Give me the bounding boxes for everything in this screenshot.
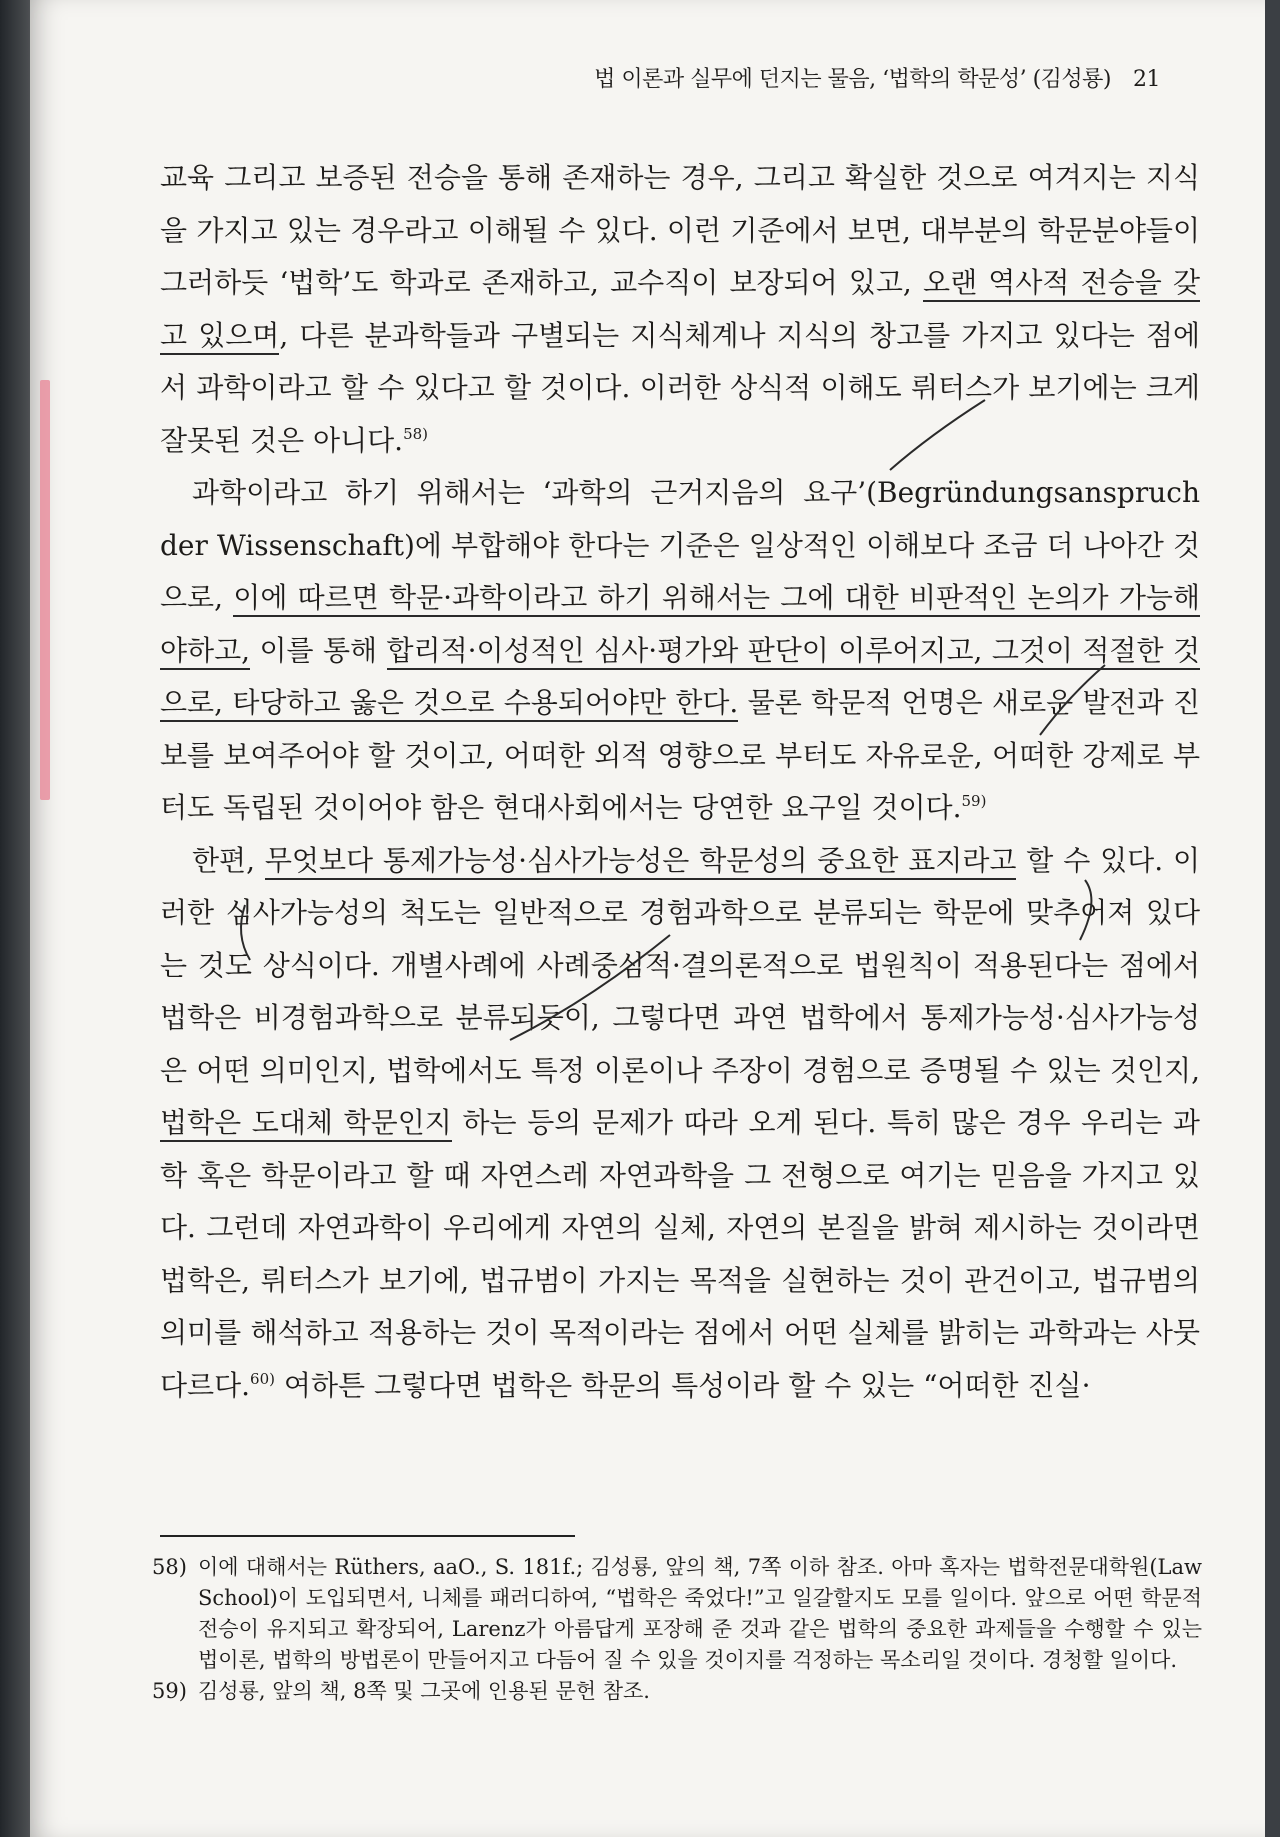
footnote-text: 김성룡, 앞의 책, 8쪽 및 그곳에 인용된 문헌 참조. [198,1679,650,1703]
paragraph-3 [160,835,1200,1413]
footnote-ref-60: 60) [250,1369,275,1388]
text-run: 물론 학문적 언명은 새로운 발전과 진보를 보여주어야 할 것이고, 어떠한 외적 영향으로 부터도 자유로운, 어떠한 강제로 부터도 독립된 것이어야 함은 현대사회에서는 당연한 요구일 것이다. [160,686,1201,824]
footnote-58 [152,1552,1202,1676]
footnote-number: 59) [152,1679,187,1703]
running-header [594,62,1160,93]
paragraph-1 [160,152,1200,467]
text-run: 하는 등의 문제가 따라 오게 된다. 특히 많은 경우 우리는 과학 혹은 학문이라고 할 때 자연스레 자연과학을 그 전형으로 여기는 믿음을 가지고 있다. 그런데 자연과학이 우리에게 자연의 실체, 자연의 본질을 밝혀 제시하는 것이라면 법학은, 뤼터스가 보기에, 법규범이 가지는 목적을 실현하는 것이 관건이고, 법규범의 의미를 해석하고 적용하는 것이 목적이라는 점에서 어떤 실체를 밝히는 과학과는 사뭇 다르다. [160,1106,1200,1402]
underlined-text: 법학은 도대체 학문인지 [160,1106,452,1142]
footnotes [152,1552,1202,1707]
text-run: , 다른 분과학들과 구별되는 지식체계나 지식의 창고를 가지고 있다는 점에서 과학이라고 할 수 있다고 할 것이다. 이러한 상식적 이해도 뤼터스가 보기에는 크게 잘못된 것은 아니다. [160,318,1200,457]
paragraph-2 [160,467,1200,835]
body-text [160,152,1200,1412]
footnote-text: 이에 대해서는 Rüthers, aaO., S. 181f.; 김성룡, 앞의 책, 7쪽 이하 참조. 아마 혹자는 법학전문대학원(Law School)이 도입되면서, 니체를 패러디하여, “법학은 죽었다!”고 일갈할지도 모를 일이다. 앞으로 어떤 학문적 전승이 유지되고 확장되어, Larenz가 아름답게 포장해 준 것과 같은 법학의 중요한 과제들을 수행할 수 있는 법이론, 법학의 방법론이 만들어지고 다듬어 질 수 있을 것이지를 걱정하는 목소리일 것이다. 경청할 일이다. [198,1555,1202,1672]
underlined-text: 합리적·이성적인 심사·평가와 판단이 이루어지고, 그것이 적절한 것으로, 타당하고 옳은 것으로 수용되어야만 한다. [160,634,1200,723]
text-run: 과학이라고 하기 위해서는 ‘과학의 근거지음의 요구’(Begründungsanspruch der Wissenschaft)에 부합해야 한다는 기준은 일상적인 이해보다 조금 더 나아간 것으로, [160,476,1200,614]
text-run: 교육 그리고 보증된 전승을 통해 존재하는 경우, 그리고 확실한 것으로 여겨지는 지식을 가지고 있는 경우라고 이해될 수 있다. 이런 기준에서 보면, 대부분의 학문분야들이 그러하듯 ‘법학’도 학과로 존재하고, 교수직이 보장되어 있고, [160,161,1200,299]
pink-sticky-tab [40,380,50,800]
page-number: 21 [1133,67,1160,92]
text-run: 할 수 있다. 이러한 심사가능성의 척도는 일반적으로 경험과학으로 분류되는 학문에 맞추어져 있다는 것도 상식이다. 개별사례에 사례중심적·결의론적으로 법원칙이 적용된다는 점에서 법학은 비경험과학으로 분류되듯이, 그렇다면 과연 법학에서 통제가능성·심사가능성은 어떤 의미인지, 법학에서도 특정 이론이나 주장이 경험으로 증명될 수 있는 것인지, [160,843,1200,1087]
underlined-text: 이에 따르면 학문·과학이라고 하기 위해서는 그에 대한 비판적인 논의가 가능해야하고, [160,581,1200,670]
footnote-59 [152,1676,1202,1707]
running-title: 법 이론과 실무에 던지는 물음, ‘법학의 학문성’ (김성룡) [594,67,1111,92]
footnote-separator [160,1535,575,1537]
footnote-ref-58: 58) [403,424,429,443]
document-page [30,0,1265,1837]
footnote-number: 58) [152,1555,187,1579]
text-run: 여하튼 그렇다면 법학은 학문의 특성이라 할 수 있는 “어떠한 진실· [275,1368,1091,1402]
underlined-text: 오랜 역사적 전승을 갖고 있으며 [160,266,1200,355]
text-run: 한편, [192,843,265,877]
footnote-ref-59: 59) [961,792,987,810]
text-run: 이를 통해 [250,633,387,667]
underlined-text: 무엇보다 통제가능성·심사가능성은 학문성의 중요한 표지라고 [265,844,1017,880]
